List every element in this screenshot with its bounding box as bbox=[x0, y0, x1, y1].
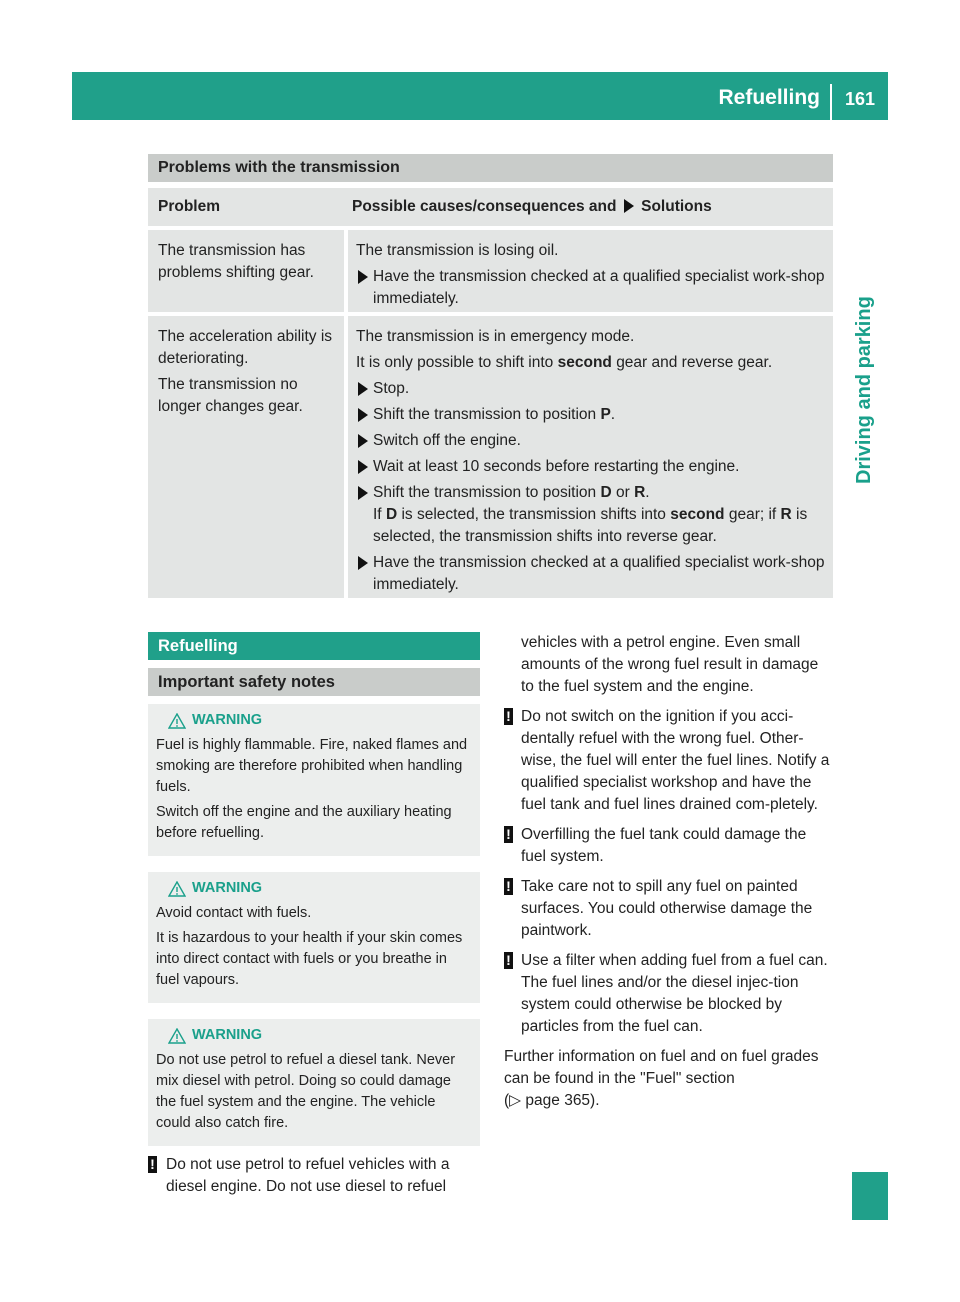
subsection-heading: Important safety notes bbox=[148, 668, 480, 696]
exclamation-icon: ! bbox=[504, 878, 513, 895]
warning-box bbox=[148, 872, 480, 1003]
exclamation-icon: ! bbox=[148, 1156, 157, 1173]
solution-step bbox=[356, 456, 825, 478]
step-text: Wait at least 10 seconds before restarting the engine. bbox=[373, 458, 740, 475]
action-arrow-icon bbox=[358, 460, 368, 474]
cause-text-bold: second bbox=[557, 354, 612, 371]
column-header-problem: Problem bbox=[158, 198, 221, 215]
step-text: is selected, the transmission shifts into bbox=[401, 506, 666, 523]
warning-text: It is hazardous to your health if your skin comes into direct contact with fuels or you breathe in fuel vapours. bbox=[156, 930, 463, 988]
warning-box bbox=[148, 1019, 480, 1146]
section-heading: Refuelling bbox=[148, 632, 480, 660]
body-text: ( bbox=[504, 1092, 510, 1109]
problem-cell bbox=[148, 230, 344, 312]
body-text: vehicles with a petrol engine. Even small amounts of the wrong fuel result in damage to the fuel system and the engine. bbox=[521, 634, 819, 695]
page-number: 161 bbox=[844, 89, 876, 109]
action-arrow-icon bbox=[358, 434, 368, 448]
transmission-problems-table bbox=[148, 154, 833, 598]
action-arrow-icon bbox=[358, 486, 368, 500]
step-text: Switch off the engine. bbox=[373, 432, 521, 449]
problem-text: The acceleration ability is deteriorating. bbox=[158, 328, 333, 367]
cause-text bbox=[356, 352, 825, 374]
solution-cell bbox=[348, 230, 833, 312]
side-chapter-tab bbox=[840, 252, 888, 492]
step-text: Stop. bbox=[373, 380, 410, 397]
warning-text: Avoid contact with fuels. bbox=[156, 905, 312, 921]
column-header-causes-label: Possible causes/consequences and bbox=[352, 198, 617, 215]
exclamation-icon: ! bbox=[504, 952, 513, 969]
note-text: Do not use petrol to refuel vehicles with a diesel engine. Do not use diesel to refuel bbox=[166, 1156, 450, 1195]
step-text: . bbox=[610, 406, 616, 423]
table-row bbox=[148, 230, 833, 312]
note-text: Use a filter when adding fuel from a fuel can. The fuel lines and/or the diesel injec-tion system could otherwise be blocked by particles from the fuel can. bbox=[521, 952, 828, 1035]
action-arrow-icon bbox=[358, 382, 368, 396]
step-text: Shift the transmission to position bbox=[373, 484, 597, 501]
step-text: gear; if bbox=[728, 506, 777, 523]
page-ref-arrow-icon: ▷ bbox=[509, 1092, 522, 1109]
page-reference-link[interactable]: page 365). bbox=[525, 1092, 600, 1109]
table-row bbox=[148, 316, 833, 598]
side-chapter-label: Driving and parking bbox=[853, 296, 875, 484]
step-text: Have the transmission checked at a qualified specialist work-shop immediately. bbox=[373, 268, 825, 307]
problem-text: The transmission no longer changes gear. bbox=[158, 376, 303, 415]
caution-note bbox=[504, 950, 834, 1038]
exclamation-icon: ! bbox=[504, 708, 513, 725]
table-title: Problems with the transmission bbox=[148, 154, 833, 182]
column-header-solutions-label: Solutions bbox=[641, 198, 712, 215]
right-column bbox=[504, 632, 834, 1120]
step-text: If bbox=[373, 506, 382, 523]
step-text-bold: second bbox=[670, 506, 725, 523]
solution-step bbox=[356, 430, 825, 452]
warning-triangle-icon bbox=[168, 713, 186, 729]
solution-step bbox=[356, 404, 825, 426]
step-text-bold: D bbox=[600, 484, 612, 501]
caution-note bbox=[504, 876, 834, 942]
solution-step bbox=[356, 482, 825, 548]
solution-cell bbox=[348, 316, 833, 598]
column-header-causes bbox=[344, 188, 833, 226]
solution-step bbox=[356, 266, 825, 310]
action-arrow-icon bbox=[358, 556, 368, 570]
warning-text: Switch off the engine and the auxiliary heating before refuelling. bbox=[156, 804, 452, 841]
cause-text-part: gear and reverse gear. bbox=[616, 354, 773, 371]
caution-note bbox=[148, 1154, 480, 1198]
caution-note bbox=[504, 706, 834, 816]
solution-step bbox=[356, 378, 825, 400]
action-arrow-icon bbox=[624, 199, 634, 213]
exclamation-icon: ! bbox=[504, 826, 513, 843]
warning-text: Fuel is highly flammable. Fire, naked flames and smoking are therefore prohibited when handling fuels. bbox=[156, 737, 468, 795]
problem-cell bbox=[148, 316, 344, 598]
warning-title bbox=[168, 1025, 472, 1046]
header-separator bbox=[830, 84, 832, 120]
step-text-bold: R bbox=[634, 484, 646, 501]
left-column bbox=[148, 632, 480, 1198]
warning-label: WARNING bbox=[192, 1027, 263, 1043]
body-text: Further information on fuel and on fuel grades can be found in the "Fuel" section bbox=[504, 1048, 819, 1087]
step-text-bold: P bbox=[600, 406, 611, 423]
warning-box bbox=[148, 704, 480, 856]
further-info bbox=[504, 1046, 834, 1112]
warning-triangle-icon bbox=[168, 1028, 186, 1044]
action-arrow-icon bbox=[358, 408, 368, 422]
warning-text: Do not use petrol to refuel a diesel tank. Never mix diesel with petrol. Doing so could damage the fuel system and the engine. The vehicle could also catch fire. bbox=[156, 1052, 456, 1131]
solution-step bbox=[356, 552, 825, 596]
page-header bbox=[72, 72, 888, 120]
note-text: Do not switch on the ignition if you acci-dentally refuel with the wrong fuel. Other-wise, the fuel will enter the fuel lines. Notify a qualified specialist workshop and have the fuel tank and fuel lines drained com-pletely. bbox=[521, 708, 830, 813]
step-text: or bbox=[615, 484, 630, 501]
cause-text: The transmission is in emergency mode. bbox=[356, 328, 635, 345]
warning-label: WARNING bbox=[192, 880, 263, 896]
step-text: Have the transmission checked at a qualified specialist work-shop immediately. bbox=[373, 554, 825, 593]
step-text: is selected, the transmission shifts into reverse gear. bbox=[373, 506, 808, 545]
caution-note bbox=[504, 824, 834, 868]
warning-title bbox=[168, 878, 472, 899]
step-text-bold: R bbox=[780, 506, 792, 523]
side-chapter-marker bbox=[852, 1172, 888, 1220]
table-header-row bbox=[148, 188, 833, 226]
warning-title bbox=[168, 710, 472, 731]
step-text-bold: D bbox=[385, 506, 398, 523]
step-text: Shift the transmission to position bbox=[373, 406, 597, 423]
step-text: . bbox=[645, 484, 650, 501]
cause-text: The transmission is losing oil. bbox=[356, 242, 559, 259]
note-text: Overfilling the fuel tank could damage the fuel system. bbox=[521, 826, 807, 865]
problem-text: The transmission has problems shifting gear. bbox=[158, 242, 314, 281]
header-title: Refuelling bbox=[718, 86, 820, 109]
warning-label: WARNING bbox=[192, 712, 263, 728]
warning-triangle-icon bbox=[168, 881, 186, 897]
note-text: Take care not to spill any fuel on painted surfaces. You could otherwise damage the paintwork. bbox=[521, 878, 813, 939]
cause-text-part: It is only possible to shift into bbox=[356, 354, 554, 371]
action-arrow-icon bbox=[358, 270, 368, 284]
